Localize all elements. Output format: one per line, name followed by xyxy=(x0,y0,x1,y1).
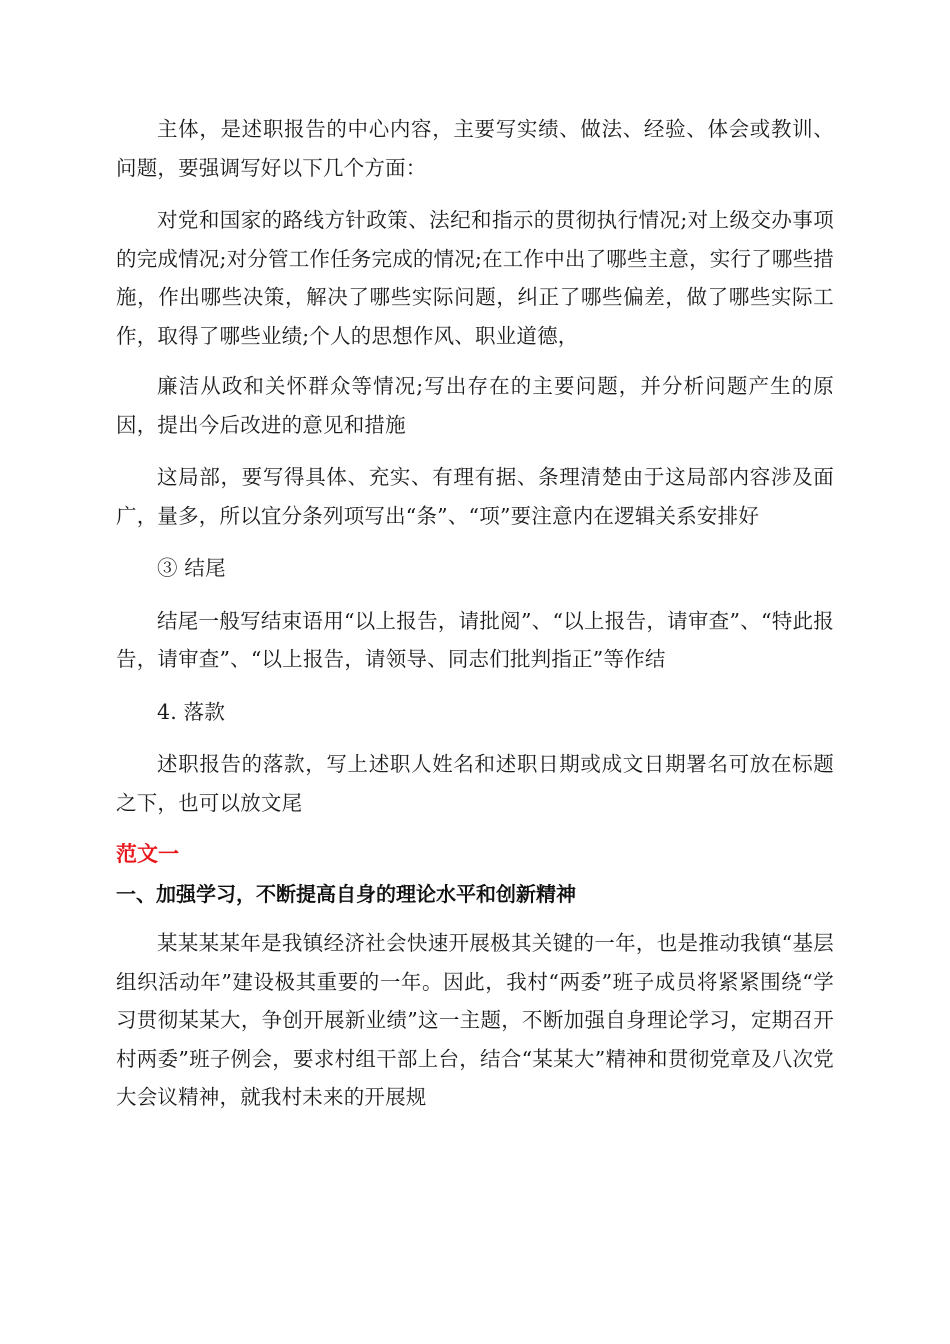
paragraph-integrity: 廉洁从政和关怀群众等情况;写出存在的主要问题，并分析问题产生的原因，提出今后改进的意见和措施 xyxy=(116,374,834,437)
paragraph-aspects: 对党和国家的路线方针政策、法纪和指示的贯彻执行情况;对上级交办事项的完成情况;对分管工作任务完成的情况;在工作中出了哪些主意，实行了哪些措施，作出哪些决策，解决了哪些实际问题，纠正了哪些偏差，做了哪些实际工作，取得了哪些业绩;个人的思想作风、职业道德， xyxy=(116,208,835,348)
paragraph-signature: 述职报告的落款，写上述职人姓名和述职日期或成文日期署名可放在标题之下，也可以放文尾 xyxy=(116,752,834,815)
paragraph-ending-heading: ③ 结尾 xyxy=(157,556,226,580)
sample-body: 某某某某年是我镇经济社会快速开展极其关键的一年，也是推动我镇“基层组织活动年”建设极其重要的一年。因此，我村“两委”班子成员将紧紧围绕“学习贯彻某某大，争创开展新业绩”这一主题，不断加强自身理论学习，定期召开村两委”班子例会，要求村组干部上台，结合“某某大”精神和贯彻党章及八次党大会议精神，就我村未来的开展规 xyxy=(116,931,834,1109)
paragraph-details: 这局部，要写得具体、充实、有理有据、条理清楚由于这局部内容涉及面广，量多，所以宜分条列项写出“条”、“项”要注意内在逻辑关系安排好 xyxy=(116,465,834,528)
paragraph-signature-heading: 4. 落款 xyxy=(157,699,226,724)
sample-subtitle: 一、加强学习，不断提高自身的理论水平和创新精神 xyxy=(116,882,576,906)
paragraph-main-body: 主体，是述职报告的中心内容，主要写实绩、做法、经验、体会或教训、问题，要强调写好以下几个方面： xyxy=(116,117,834,180)
paragraph-ending: 结尾一般写结束语用“以上报告，请批阅”、“以上报告，请审查”、“特此报告，请审查”、“以上报告，请领导、同志们批判指正”等作结 xyxy=(116,608,834,671)
sample-title: 范文一 xyxy=(116,842,179,866)
